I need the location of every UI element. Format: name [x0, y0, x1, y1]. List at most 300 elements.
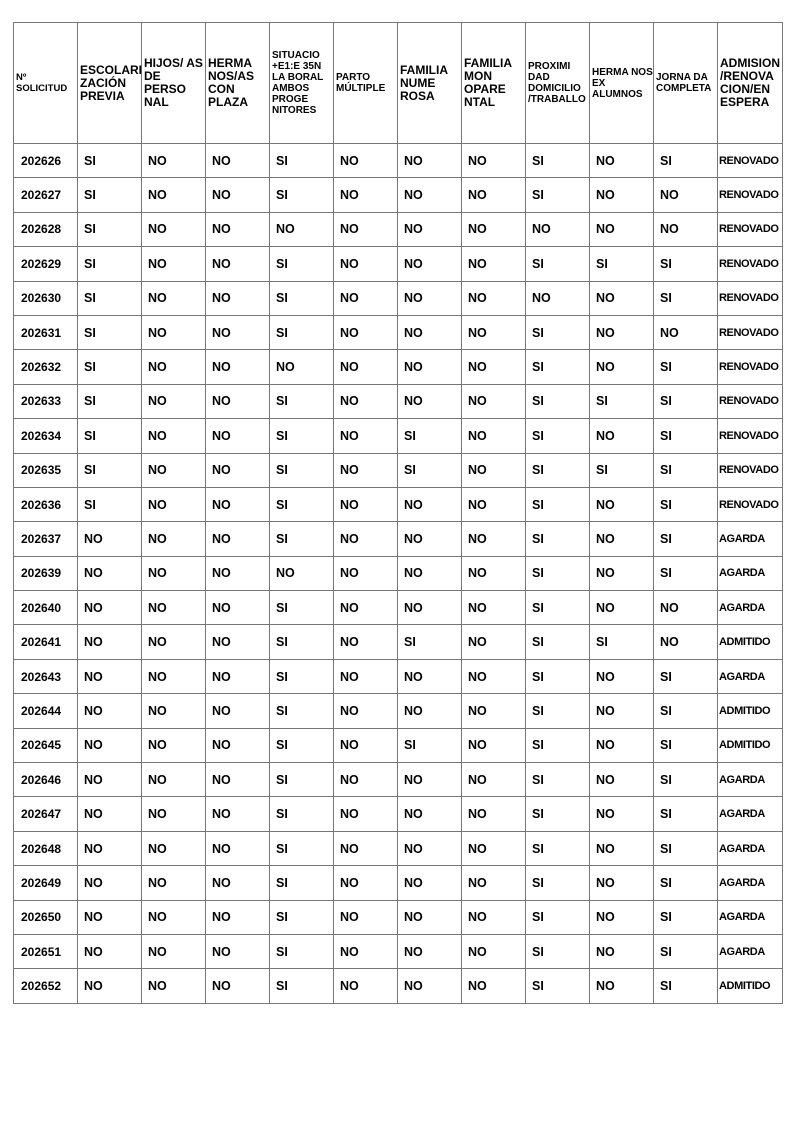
cell-prior-schooling: NO [78, 969, 142, 1003]
cell-status: RENOVADO [718, 419, 783, 453]
table-row [14, 522, 783, 556]
cell-multiple-birth: NO [334, 419, 398, 453]
header-status: ADMISION /RENOVA CION/EN ESPERA [718, 23, 783, 144]
cell-multiple-birth: NO [334, 866, 398, 900]
cell-status: RENOVADO [718, 247, 783, 281]
cell-full-day: SI [654, 900, 718, 934]
cell-application-number: 202652 [14, 969, 78, 1003]
cell-full-day: SI [654, 522, 718, 556]
cell-prior-schooling: SI [78, 384, 142, 418]
cell-parents-employment: SI [270, 694, 334, 728]
cell-parents-employment: SI [270, 384, 334, 418]
cell-large-family: NO [398, 969, 462, 1003]
header-siblings-with-place: HERMA NOS/AS CON PLAZA [206, 23, 270, 144]
cell-siblings-with-place: NO [206, 934, 270, 968]
cell-multiple-birth: NO [334, 797, 398, 831]
cell-staff-children: NO [142, 934, 206, 968]
cell-full-day: SI [654, 934, 718, 968]
cell-prior-schooling: NO [78, 934, 142, 968]
cell-staff-children: NO [142, 350, 206, 384]
cell-single-parent-family: NO [462, 934, 526, 968]
cell-status: ADMITIDO [718, 625, 783, 659]
cell-full-day: SI [654, 247, 718, 281]
table-row [14, 384, 783, 418]
cell-siblings-with-place: NO [206, 350, 270, 384]
table-row [14, 591, 783, 625]
cell-application-number: 202641 [14, 625, 78, 659]
table-row [14, 866, 783, 900]
table-row [14, 350, 783, 384]
header-proximity: PROXIMI DAD DOMICILIO /TRABALLO [526, 23, 590, 144]
cell-staff-children: NO [142, 487, 206, 521]
cell-prior-schooling: SI [78, 212, 142, 246]
cell-large-family: NO [398, 350, 462, 384]
cell-staff-children: NO [142, 797, 206, 831]
cell-large-family: NO [398, 315, 462, 349]
cell-large-family: SI [398, 453, 462, 487]
cell-parents-employment: SI [270, 281, 334, 315]
cell-application-number: 202635 [14, 453, 78, 487]
cell-prior-schooling: NO [78, 556, 142, 590]
cell-full-day: SI [654, 969, 718, 1003]
cell-sibling-alumni: NO [590, 728, 654, 762]
cell-proximity: SI [526, 934, 590, 968]
cell-proximity: SI [526, 591, 590, 625]
table-body [14, 144, 783, 1004]
cell-large-family: SI [398, 728, 462, 762]
cell-single-parent-family: NO [462, 694, 526, 728]
cell-prior-schooling: SI [78, 247, 142, 281]
cell-multiple-birth: NO [334, 831, 398, 865]
cell-sibling-alumni: SI [590, 247, 654, 281]
cell-prior-schooling: NO [78, 694, 142, 728]
cell-application-number: 202626 [14, 144, 78, 178]
cell-single-parent-family: NO [462, 556, 526, 590]
cell-large-family: NO [398, 900, 462, 934]
cell-status: RENOVADO [718, 144, 783, 178]
cell-single-parent-family: NO [462, 728, 526, 762]
cell-sibling-alumni: NO [590, 763, 654, 797]
cell-prior-schooling: SI [78, 487, 142, 521]
cell-staff-children: NO [142, 247, 206, 281]
table-row [14, 969, 783, 1003]
cell-siblings-with-place: NO [206, 591, 270, 625]
table-row [14, 728, 783, 762]
cell-prior-schooling: SI [78, 144, 142, 178]
cell-status: AGARDA [718, 659, 783, 693]
cell-application-number: 202633 [14, 384, 78, 418]
cell-parents-employment: SI [270, 178, 334, 212]
cell-staff-children: NO [142, 591, 206, 625]
table-row [14, 144, 783, 178]
cell-multiple-birth: NO [334, 212, 398, 246]
table-row [14, 281, 783, 315]
table-row [14, 900, 783, 934]
cell-single-parent-family: NO [462, 212, 526, 246]
cell-sibling-alumni: NO [590, 866, 654, 900]
table-row [14, 831, 783, 865]
cell-prior-schooling: SI [78, 315, 142, 349]
cell-large-family: NO [398, 831, 462, 865]
cell-siblings-with-place: NO [206, 419, 270, 453]
cell-proximity: SI [526, 694, 590, 728]
cell-proximity: SI [526, 453, 590, 487]
cell-full-day: SI [654, 350, 718, 384]
cell-status: RENOVADO [718, 350, 783, 384]
cell-prior-schooling: NO [78, 763, 142, 797]
cell-status: ADMITIDO [718, 969, 783, 1003]
cell-large-family: NO [398, 866, 462, 900]
cell-sibling-alumni: NO [590, 212, 654, 246]
cell-large-family: NO [398, 659, 462, 693]
cell-sibling-alumni: NO [590, 281, 654, 315]
cell-multiple-birth: NO [334, 522, 398, 556]
cell-single-parent-family: NO [462, 866, 526, 900]
cell-single-parent-family: NO [462, 384, 526, 418]
cell-large-family: NO [398, 212, 462, 246]
cell-sibling-alumni: NO [590, 350, 654, 384]
cell-prior-schooling: SI [78, 178, 142, 212]
table-row [14, 453, 783, 487]
cell-siblings-with-place: NO [206, 281, 270, 315]
cell-application-number: 202634 [14, 419, 78, 453]
cell-proximity: SI [526, 178, 590, 212]
cell-multiple-birth: NO [334, 178, 398, 212]
cell-parents-employment: SI [270, 831, 334, 865]
cell-application-number: 202651 [14, 934, 78, 968]
cell-full-day: NO [654, 625, 718, 659]
cell-status: AGARDA [718, 900, 783, 934]
cell-multiple-birth: NO [334, 315, 398, 349]
cell-application-number: 202628 [14, 212, 78, 246]
cell-full-day: SI [654, 281, 718, 315]
header-large-family: FAMILIA NUME ROSA [398, 23, 462, 144]
cell-prior-schooling: NO [78, 659, 142, 693]
cell-application-number: 202639 [14, 556, 78, 590]
cell-proximity: NO [526, 281, 590, 315]
cell-large-family: NO [398, 797, 462, 831]
table-row [14, 315, 783, 349]
cell-full-day: SI [654, 728, 718, 762]
cell-large-family: NO [398, 556, 462, 590]
cell-large-family: NO [398, 384, 462, 418]
cell-sibling-alumni: NO [590, 419, 654, 453]
cell-proximity: SI [526, 487, 590, 521]
cell-multiple-birth: NO [334, 281, 398, 315]
cell-prior-schooling: SI [78, 453, 142, 487]
cell-single-parent-family: NO [462, 144, 526, 178]
cell-single-parent-family: NO [462, 350, 526, 384]
cell-parents-employment: SI [270, 659, 334, 693]
cell-status: ADMITIDO [718, 728, 783, 762]
header-sibling-alumni: HERMA NOS EX ALUMNOS [590, 23, 654, 144]
header-prior-schooling: ESCOLARI ZACIÓN PREVIA [78, 23, 142, 144]
cell-siblings-with-place: NO [206, 522, 270, 556]
cell-parents-employment: SI [270, 728, 334, 762]
cell-large-family: NO [398, 144, 462, 178]
cell-staff-children: NO [142, 384, 206, 418]
cell-single-parent-family: NO [462, 281, 526, 315]
cell-sibling-alumni: NO [590, 522, 654, 556]
cell-large-family: NO [398, 934, 462, 968]
cell-siblings-with-place: NO [206, 487, 270, 521]
cell-full-day: SI [654, 556, 718, 590]
cell-application-number: 202647 [14, 797, 78, 831]
cell-single-parent-family: NO [462, 969, 526, 1003]
header-single-parent-family: FAMILIA MON OPARE NTAL [462, 23, 526, 144]
cell-staff-children: NO [142, 556, 206, 590]
cell-full-day: NO [654, 178, 718, 212]
cell-status: RENOVADO [718, 315, 783, 349]
cell-application-number: 202629 [14, 247, 78, 281]
cell-status: AGARDA [718, 866, 783, 900]
cell-siblings-with-place: NO [206, 831, 270, 865]
table-row [14, 487, 783, 521]
cell-single-parent-family: NO [462, 900, 526, 934]
cell-siblings-with-place: NO [206, 728, 270, 762]
cell-full-day: SI [654, 487, 718, 521]
cell-parents-employment: NO [270, 212, 334, 246]
cell-sibling-alumni: NO [590, 900, 654, 934]
cell-multiple-birth: NO [334, 144, 398, 178]
admissions-table [13, 22, 783, 1004]
header-full-day: JORNA DA COMPLETA [654, 23, 718, 144]
cell-parents-employment: SI [270, 453, 334, 487]
cell-status: AGARDA [718, 522, 783, 556]
header-multiple-birth: PARTO MÚLTIPLE [334, 23, 398, 144]
cell-sibling-alumni: NO [590, 831, 654, 865]
cell-multiple-birth: NO [334, 934, 398, 968]
cell-large-family: SI [398, 419, 462, 453]
cell-parents-employment: SI [270, 247, 334, 281]
cell-status: AGARDA [718, 934, 783, 968]
cell-parents-employment: SI [270, 797, 334, 831]
header-application-number: Nº SOLICITUD [14, 23, 78, 144]
cell-proximity: SI [526, 144, 590, 178]
table-row [14, 763, 783, 797]
table-row [14, 659, 783, 693]
cell-parents-employment: SI [270, 763, 334, 797]
cell-single-parent-family: NO [462, 315, 526, 349]
cell-full-day: SI [654, 453, 718, 487]
cell-staff-children: NO [142, 659, 206, 693]
cell-multiple-birth: NO [334, 625, 398, 659]
cell-prior-schooling: NO [78, 728, 142, 762]
cell-staff-children: NO [142, 453, 206, 487]
cell-status: AGARDA [718, 763, 783, 797]
table-row [14, 419, 783, 453]
cell-prior-schooling: SI [78, 281, 142, 315]
cell-proximity: SI [526, 900, 590, 934]
cell-proximity: SI [526, 969, 590, 1003]
cell-multiple-birth: NO [334, 556, 398, 590]
cell-multiple-birth: NO [334, 728, 398, 762]
cell-sibling-alumni: NO [590, 694, 654, 728]
cell-multiple-birth: NO [334, 591, 398, 625]
cell-sibling-alumni: NO [590, 178, 654, 212]
cell-siblings-with-place: NO [206, 453, 270, 487]
cell-proximity: NO [526, 212, 590, 246]
cell-large-family: NO [398, 591, 462, 625]
cell-prior-schooling: SI [78, 419, 142, 453]
cell-siblings-with-place: NO [206, 969, 270, 1003]
cell-sibling-alumni: SI [590, 384, 654, 418]
cell-siblings-with-place: NO [206, 866, 270, 900]
cell-staff-children: NO [142, 831, 206, 865]
cell-multiple-birth: NO [334, 487, 398, 521]
cell-single-parent-family: NO [462, 453, 526, 487]
cell-application-number: 202650 [14, 900, 78, 934]
cell-siblings-with-place: NO [206, 384, 270, 418]
cell-siblings-with-place: NO [206, 212, 270, 246]
cell-multiple-birth: NO [334, 900, 398, 934]
cell-full-day: NO [654, 315, 718, 349]
cell-sibling-alumni: NO [590, 556, 654, 590]
cell-siblings-with-place: NO [206, 900, 270, 934]
cell-staff-children: NO [142, 144, 206, 178]
cell-application-number: 202640 [14, 591, 78, 625]
cell-application-number: 202645 [14, 728, 78, 762]
cell-sibling-alumni: NO [590, 969, 654, 1003]
cell-status: RENOVADO [718, 178, 783, 212]
cell-application-number: 202643 [14, 659, 78, 693]
cell-proximity: SI [526, 522, 590, 556]
cell-siblings-with-place: NO [206, 315, 270, 349]
cell-siblings-with-place: NO [206, 556, 270, 590]
cell-application-number: 202637 [14, 522, 78, 556]
cell-proximity: SI [526, 384, 590, 418]
cell-sibling-alumni: NO [590, 797, 654, 831]
table-header [14, 23, 783, 144]
cell-status: ADMITIDO [718, 694, 783, 728]
cell-staff-children: NO [142, 625, 206, 659]
table-row [14, 247, 783, 281]
table-row [14, 694, 783, 728]
cell-sibling-alumni: NO [590, 934, 654, 968]
cell-multiple-birth: NO [334, 763, 398, 797]
cell-application-number: 202646 [14, 763, 78, 797]
cell-full-day: SI [654, 831, 718, 865]
cell-proximity: SI [526, 763, 590, 797]
cell-application-number: 202648 [14, 831, 78, 865]
cell-status: RENOVADO [718, 453, 783, 487]
cell-staff-children: NO [142, 522, 206, 556]
cell-siblings-with-place: NO [206, 659, 270, 693]
cell-application-number: 202631 [14, 315, 78, 349]
cell-application-number: 202632 [14, 350, 78, 384]
cell-large-family: NO [398, 281, 462, 315]
cell-staff-children: NO [142, 866, 206, 900]
cell-parents-employment: NO [270, 556, 334, 590]
cell-proximity: SI [526, 315, 590, 349]
cell-multiple-birth: NO [334, 453, 398, 487]
cell-full-day: SI [654, 384, 718, 418]
cell-proximity: SI [526, 350, 590, 384]
cell-staff-children: NO [142, 728, 206, 762]
cell-large-family: NO [398, 694, 462, 728]
cell-large-family: NO [398, 178, 462, 212]
cell-full-day: SI [654, 144, 718, 178]
cell-status: AGARDA [718, 797, 783, 831]
cell-staff-children: NO [142, 212, 206, 246]
cell-parents-employment: SI [270, 315, 334, 349]
cell-sibling-alumni: NO [590, 487, 654, 521]
cell-proximity: SI [526, 659, 590, 693]
cell-parents-employment: SI [270, 934, 334, 968]
cell-proximity: SI [526, 247, 590, 281]
cell-full-day: SI [654, 694, 718, 728]
cell-status: RENOVADO [718, 384, 783, 418]
cell-sibling-alumni: NO [590, 591, 654, 625]
cell-full-day: NO [654, 212, 718, 246]
cell-prior-schooling: NO [78, 591, 142, 625]
cell-staff-children: NO [142, 900, 206, 934]
cell-siblings-with-place: NO [206, 144, 270, 178]
cell-siblings-with-place: NO [206, 247, 270, 281]
cell-full-day: NO [654, 591, 718, 625]
cell-prior-schooling: SI [78, 350, 142, 384]
cell-proximity: SI [526, 797, 590, 831]
cell-proximity: SI [526, 625, 590, 659]
cell-siblings-with-place: NO [206, 178, 270, 212]
cell-parents-employment: SI [270, 487, 334, 521]
cell-full-day: SI [654, 419, 718, 453]
cell-parents-employment: SI [270, 144, 334, 178]
cell-application-number: 202636 [14, 487, 78, 521]
cell-status: RENOVADO [718, 212, 783, 246]
cell-staff-children: NO [142, 969, 206, 1003]
cell-single-parent-family: NO [462, 178, 526, 212]
cell-multiple-birth: NO [334, 384, 398, 418]
cell-single-parent-family: NO [462, 625, 526, 659]
cell-multiple-birth: NO [334, 694, 398, 728]
table-row [14, 934, 783, 968]
header-parents-employment: SITUACIO +E1:E 35N LA BORAL AMBOS PROGE NITORES [270, 23, 334, 144]
cell-siblings-with-place: NO [206, 797, 270, 831]
cell-application-number: 202630 [14, 281, 78, 315]
cell-proximity: SI [526, 419, 590, 453]
cell-application-number: 202649 [14, 866, 78, 900]
cell-multiple-birth: NO [334, 247, 398, 281]
cell-single-parent-family: NO [462, 797, 526, 831]
table-row [14, 625, 783, 659]
cell-prior-schooling: NO [78, 831, 142, 865]
cell-sibling-alumni: NO [590, 315, 654, 349]
cell-prior-schooling: NO [78, 900, 142, 934]
cell-parents-employment: SI [270, 625, 334, 659]
cell-prior-schooling: NO [78, 866, 142, 900]
table-row [14, 556, 783, 590]
cell-application-number: 202644 [14, 694, 78, 728]
cell-single-parent-family: NO [462, 659, 526, 693]
cell-proximity: SI [526, 556, 590, 590]
cell-multiple-birth: NO [334, 659, 398, 693]
cell-full-day: SI [654, 866, 718, 900]
cell-large-family: NO [398, 522, 462, 556]
header-row [14, 23, 783, 144]
cell-prior-schooling: NO [78, 625, 142, 659]
cell-sibling-alumni: NO [590, 144, 654, 178]
cell-multiple-birth: NO [334, 969, 398, 1003]
cell-parents-employment: SI [270, 866, 334, 900]
table-row [14, 178, 783, 212]
cell-status: RENOVADO [718, 487, 783, 521]
cell-staff-children: NO [142, 178, 206, 212]
cell-status: RENOVADO [718, 281, 783, 315]
cell-staff-children: NO [142, 419, 206, 453]
header-staff-children: HIJOS/ AS DE PERSO NAL [142, 23, 206, 144]
cell-prior-schooling: NO [78, 522, 142, 556]
